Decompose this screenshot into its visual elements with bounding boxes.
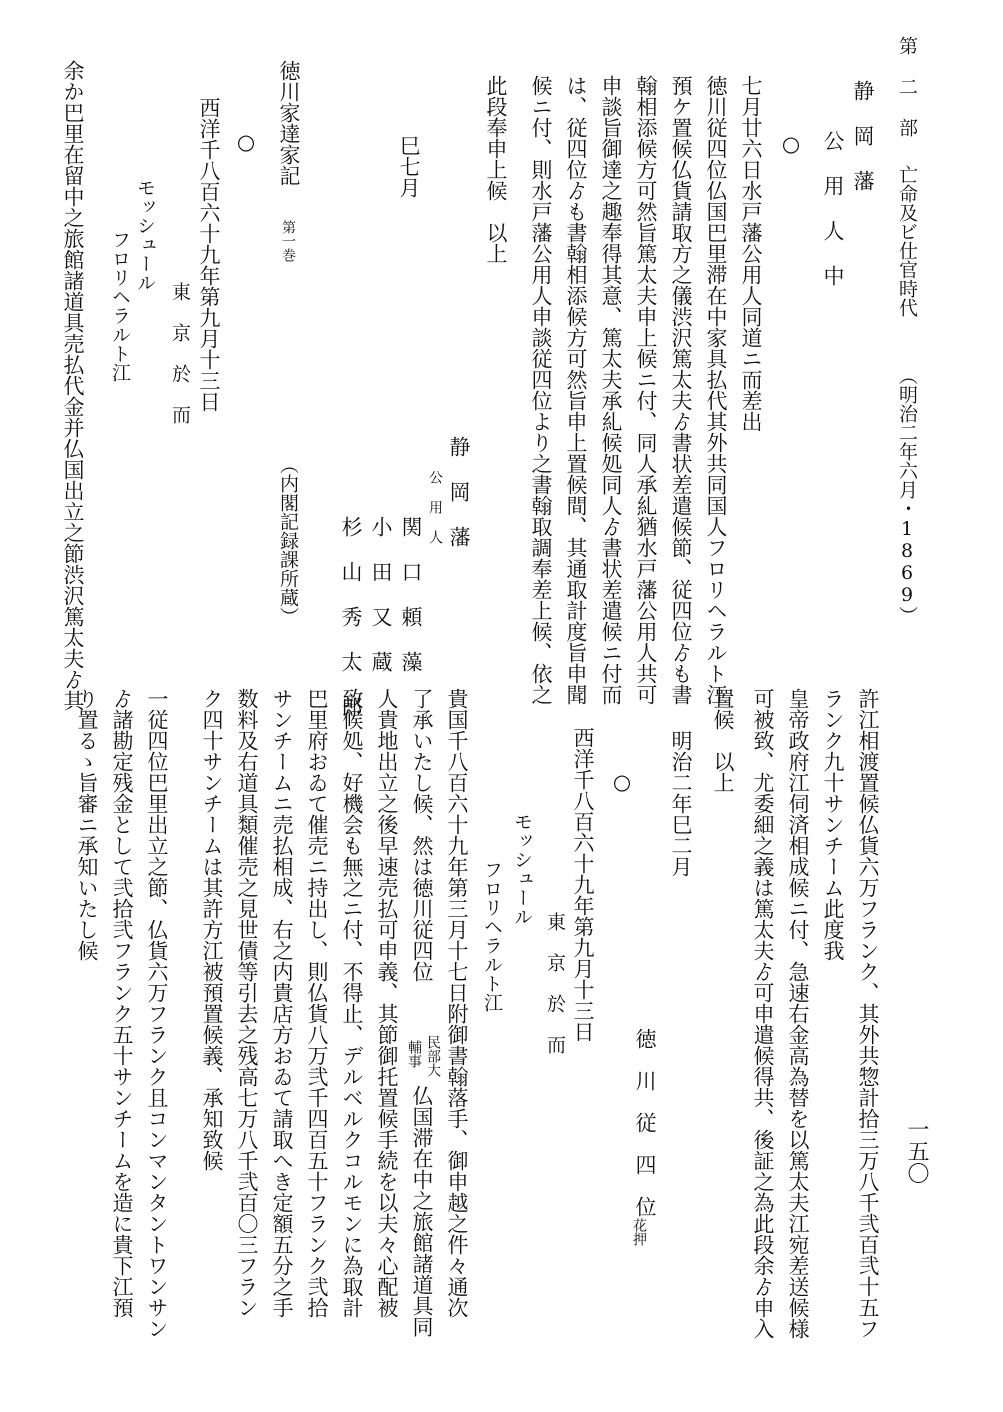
text-column: 貴国千八百六十九年第三月十七日附御書翰落手、御申越之件々通次 — [445, 688, 469, 1318]
source-note: （内閣記録課所蔵） — [277, 455, 299, 626]
text-column: 致候処、好機会も無之ニ付、不得止、デルベルクコルモンに為取計 — [340, 688, 364, 1318]
text-column: 一従四位巴里出立之節、仏貨六万フランク且コンマンタントワンサン — [145, 688, 169, 1339]
header-date: （明治二年六月・1869） — [896, 366, 918, 625]
addressee-title: モッシュール — [134, 178, 156, 292]
letter-place: 東 京 於 而 — [169, 282, 191, 424]
text-column: 許江相渡置候仏貨六万フランク、其外共惣計拾三万八千弐百弐十五フ — [856, 688, 880, 1339]
signers-domain: 静 岡 藩 — [447, 436, 471, 547]
text-column: サンチームニ売払相成、右之内貴店方おゐて請取へき定額五分之手 — [270, 688, 294, 1318]
signer-name: 杉 山 秀 太 郎 — [339, 516, 363, 717]
signer-name: 関 口 頼 藻 — [399, 516, 423, 672]
text-column: 了承いたし候、然は徳川従四位 — [410, 688, 434, 982]
text-column: ゟ諸勘定残金として弐拾弐フランク五十サンチームを造に貴下江預 — [110, 688, 134, 1318]
text-column: り置るゝ旨審ニ承知いたし候 — [75, 688, 99, 961]
addressee-domain: 静 岡 藩 — [851, 80, 875, 191]
text-column: 徳川従四位仏国巴里滞在中家具払代其外共同国人フロリヘラルト江 — [704, 75, 728, 705]
header-part: 第 二 部 — [896, 36, 918, 137]
text-column: ク四十サンチームは其許方江被預置候義、承知致候 — [200, 688, 224, 1171]
text-column: 申談旨御達之趣奉得其意、篤太夫承糺候処同人ゟ書状差遣候ニ付而 — [599, 75, 623, 705]
text-column: 置候 以上 — [711, 688, 735, 793]
text-column: 皇帝政府江伺済相成候ニ付、急速右金高為替を以篤太夫江宛差送候様 — [786, 688, 810, 1339]
letter-place: 東 京 於 而 — [544, 912, 566, 1054]
date-line: 明治二年巳二月 — [669, 730, 693, 877]
letter-date: 西洋千八百六十九年第九月十三日 — [571, 727, 595, 1042]
text-column: 余か巴里在留中之旅館諸道具売払代金并仏国出立之節渋沢篤太夫ゟ其 — [61, 60, 85, 711]
text-column: 此段奉申上候 以上 — [484, 75, 508, 264]
date-line: 巳七月 — [397, 135, 421, 198]
book-title: 徳川家達家記 — [277, 60, 301, 186]
text-column: 仏国滞在中之旅館諸道具同 — [410, 1085, 434, 1337]
page-number: 一五〇 — [904, 1118, 929, 1184]
section-mark: ○ — [779, 132, 803, 156]
signature: 徳 川 従 四 位 — [633, 1028, 657, 1217]
kao-seal: 花押 — [631, 1218, 647, 1246]
addressee-role: 公 用 人 中 — [821, 130, 845, 286]
section-mark: ○ — [610, 770, 634, 794]
header-title: 亡命及ビ仕官時代 — [896, 165, 918, 317]
inline-note: 民部大 — [425, 1035, 441, 1077]
book-volume: 第一巻 — [280, 220, 296, 262]
addressee-name: フロリヘラルト江 — [109, 230, 131, 382]
text-column: 数料及右道具類催売之見世債等引去之残高七万八千弐百〇三フラン — [235, 688, 259, 1318]
text-column: 預ケ置候仏貨請取方之儀渋沢篤太夫ゟ書状差遣候節、従四位ゟも書 — [669, 75, 693, 705]
text-column: ランク九十サンチーム此度我 — [821, 688, 845, 961]
text-column: 候ニ付、則水戸藩公用人申談従四位より之書翰取調奉差上候、依之 — [529, 75, 553, 705]
text-column: 人貴地出立之後早速売払可申義、其節御托置候手続を以夫々心配被 — [375, 688, 399, 1318]
addressee-name: フロリヘラルト江 — [481, 860, 503, 1012]
text-column: 翰相添候方可然旨篤太夫申上候ニ付、同人承糺猶水戸藩公用人共可 — [634, 75, 658, 705]
section-mark: ○ — [234, 130, 258, 154]
text-column: 七月廿六日水戸藩公用人同道ニ而差出 — [739, 75, 763, 432]
text-column: 可被致、尤委細之義は篤太夫ゟ可申遣候得共、後証之為此段余ゟ申入 — [751, 688, 775, 1339]
signers-role: 公 用 人 — [427, 470, 443, 544]
letter-date: 西洋千八百六十九年第九月十三日 — [197, 97, 221, 412]
signer-name: 小 田 又 蔵 — [369, 516, 393, 672]
addressee-title: モッシュール — [511, 812, 533, 926]
text-column: は、従四位ゟも書翰相添候方可然旨申上置候間、其通取計度旨申聞 — [564, 75, 588, 705]
inline-note: 輔事 — [406, 1040, 422, 1068]
text-column: 巴里府おゐて催売ニ持出し、則仏貨八万弐千四百五十フランク弐拾 — [305, 688, 329, 1318]
